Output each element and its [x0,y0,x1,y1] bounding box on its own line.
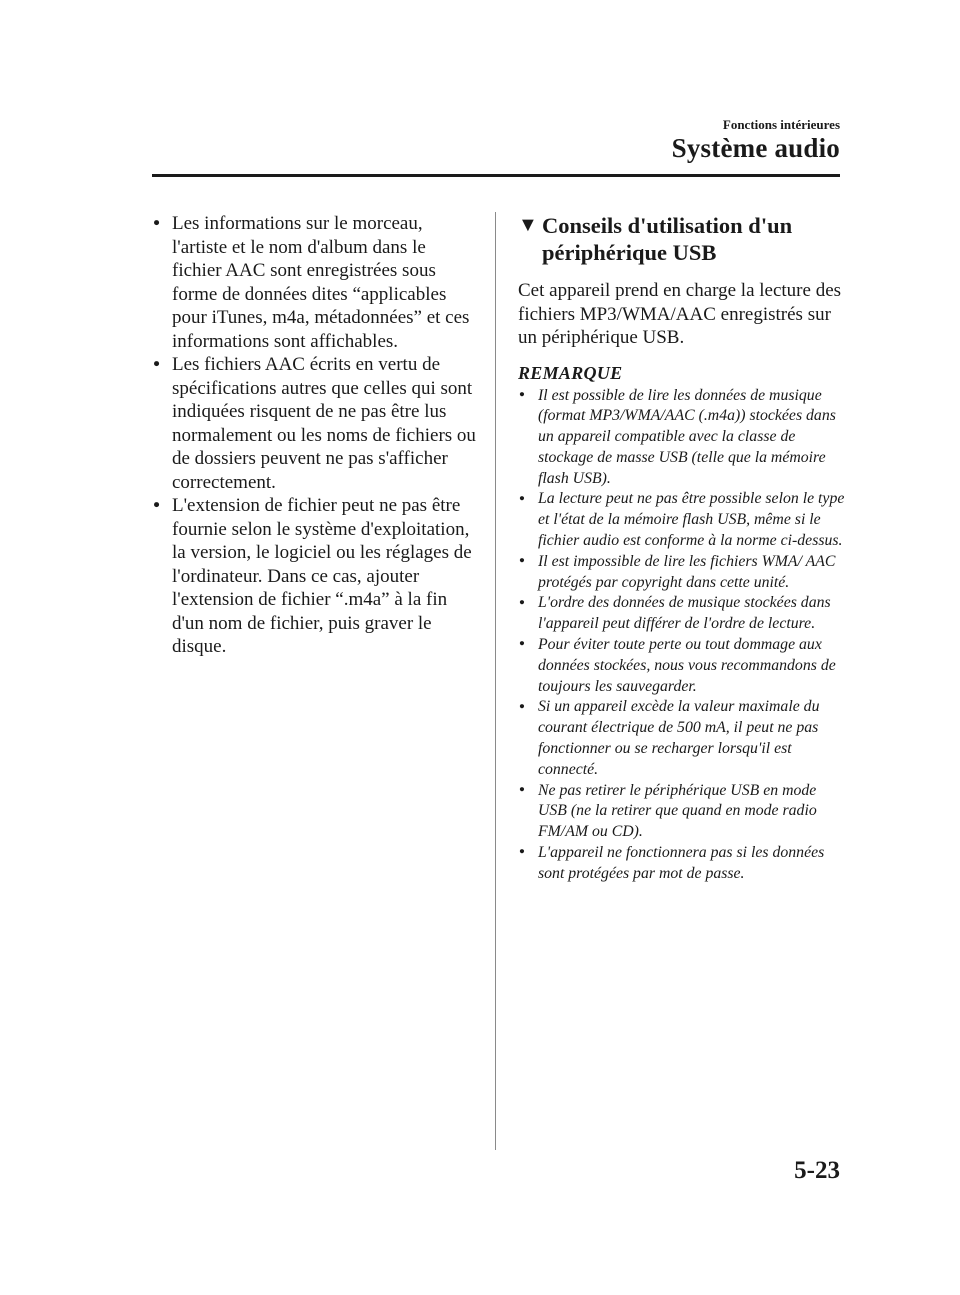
list-item [518,489,848,551]
bullet-icon: ● [519,784,525,796]
bullet-icon: ● [519,388,525,400]
right-column [518,212,848,885]
bullet-icon: ● [519,596,525,608]
list-item [518,552,848,594]
bullet-icon: ● [519,700,525,712]
page-number: 5-23 [794,1157,840,1184]
list-item [518,635,848,697]
header-section-label: Fonctions intérieures [722,117,840,132]
section-heading [518,212,848,266]
bullet-icon: ● [519,846,525,858]
list-item [518,386,848,490]
bullet-icon: ● [519,555,525,567]
intro-paragraph: Cet appareil prend en charge la lecture des fichiers MP3/WMA/AAC enregistrés sur un périphérique USB. [518,280,842,348]
column-divider [495,212,496,1150]
list-item [518,697,848,780]
bullet-icon: ● [153,216,161,230]
bullet-icon: ● [519,492,525,504]
list-item-text: Ne pas retirer le périphérique USB en mode USB (ne la retirer que quand en mode radio FM/AM ou CD). [538,781,817,841]
page-title: Système audio [671,133,840,163]
list-item-text: Les fichiers AAC écrits en vertu de spécifications autres que celles qui sont indiquées risquent de ne pas être lus normalement ou les noms de fichiers ou de dossiers peuvent ne pas s'afficher correctement. [172,354,476,493]
list-item-text: L'extension de fichier peut ne pas être fournie selon le système d'exploitation, la version, le logiciel ou les réglages de l'ordinateur. Dans ce cas, ajouter l'extension de fichier “.m4a” à la fin d'un nom de fichier, puis graver le disque. [172,495,472,657]
remark-heading: REMARQUE [518,362,623,383]
list-item-text: Les informations sur le morceau, l'artiste et le nom d'album dans le fichier AAC sont enregistrées sous forme de données dites “applicables pour iTunes, m4a, métadonnées” et ces informations sont affichables. [172,213,470,352]
remark-list [518,386,848,885]
list-item-text: Il est possible de lire les données de musique (format MP3/WMA/AAC (.m4a)) stockées dans un appareil compatible avec la classe de stockage de masse USB (telle que la mémoire flash USB). [538,386,836,487]
section-heading-text: Conseils d'utilisation d'un périphérique USB [542,213,793,265]
list-item-text: Si un appareil excède la valeur maximale du courant électrique de 500 mA, il peut ne pas fonctionner ou se recharger lorsqu'il est connecté. [538,698,820,778]
header-rule [152,174,840,177]
list-item-text: Il est impossible de lire les fichiers WMA/ AAC protégés par copyright dans cette unité. [538,552,836,591]
list-item-text: La lecture peut ne pas être possible selon le type et l'état de la mémoire flash USB, même si le fichier audio est conforme à la norme ci-dessus. [538,490,845,550]
list-item [518,593,848,635]
list-item [518,843,848,885]
list-item-text: L'ordre des données de musique stockées dans l'appareil peut différer de l'ordre de lecture. [538,594,831,633]
list-item-text: Pour éviter toute perte ou tout dommage aux données stockées, nous vous recommandons de toujours les sauvegarder. [538,636,836,695]
triangle-down-icon: ▼ [518,214,538,236]
list-item [152,494,477,659]
left-bullet-list [152,212,477,659]
list-item-text: L'appareil ne fonctionnera pas si les données sont protégées par mot de passe. [538,844,825,882]
list-item [152,353,477,494]
list-item [152,212,477,353]
bullet-icon: ● [153,357,161,371]
bullet-icon: ● [519,638,525,650]
left-column [152,212,477,659]
list-item [518,781,848,843]
bullet-icon: ● [153,498,161,512]
